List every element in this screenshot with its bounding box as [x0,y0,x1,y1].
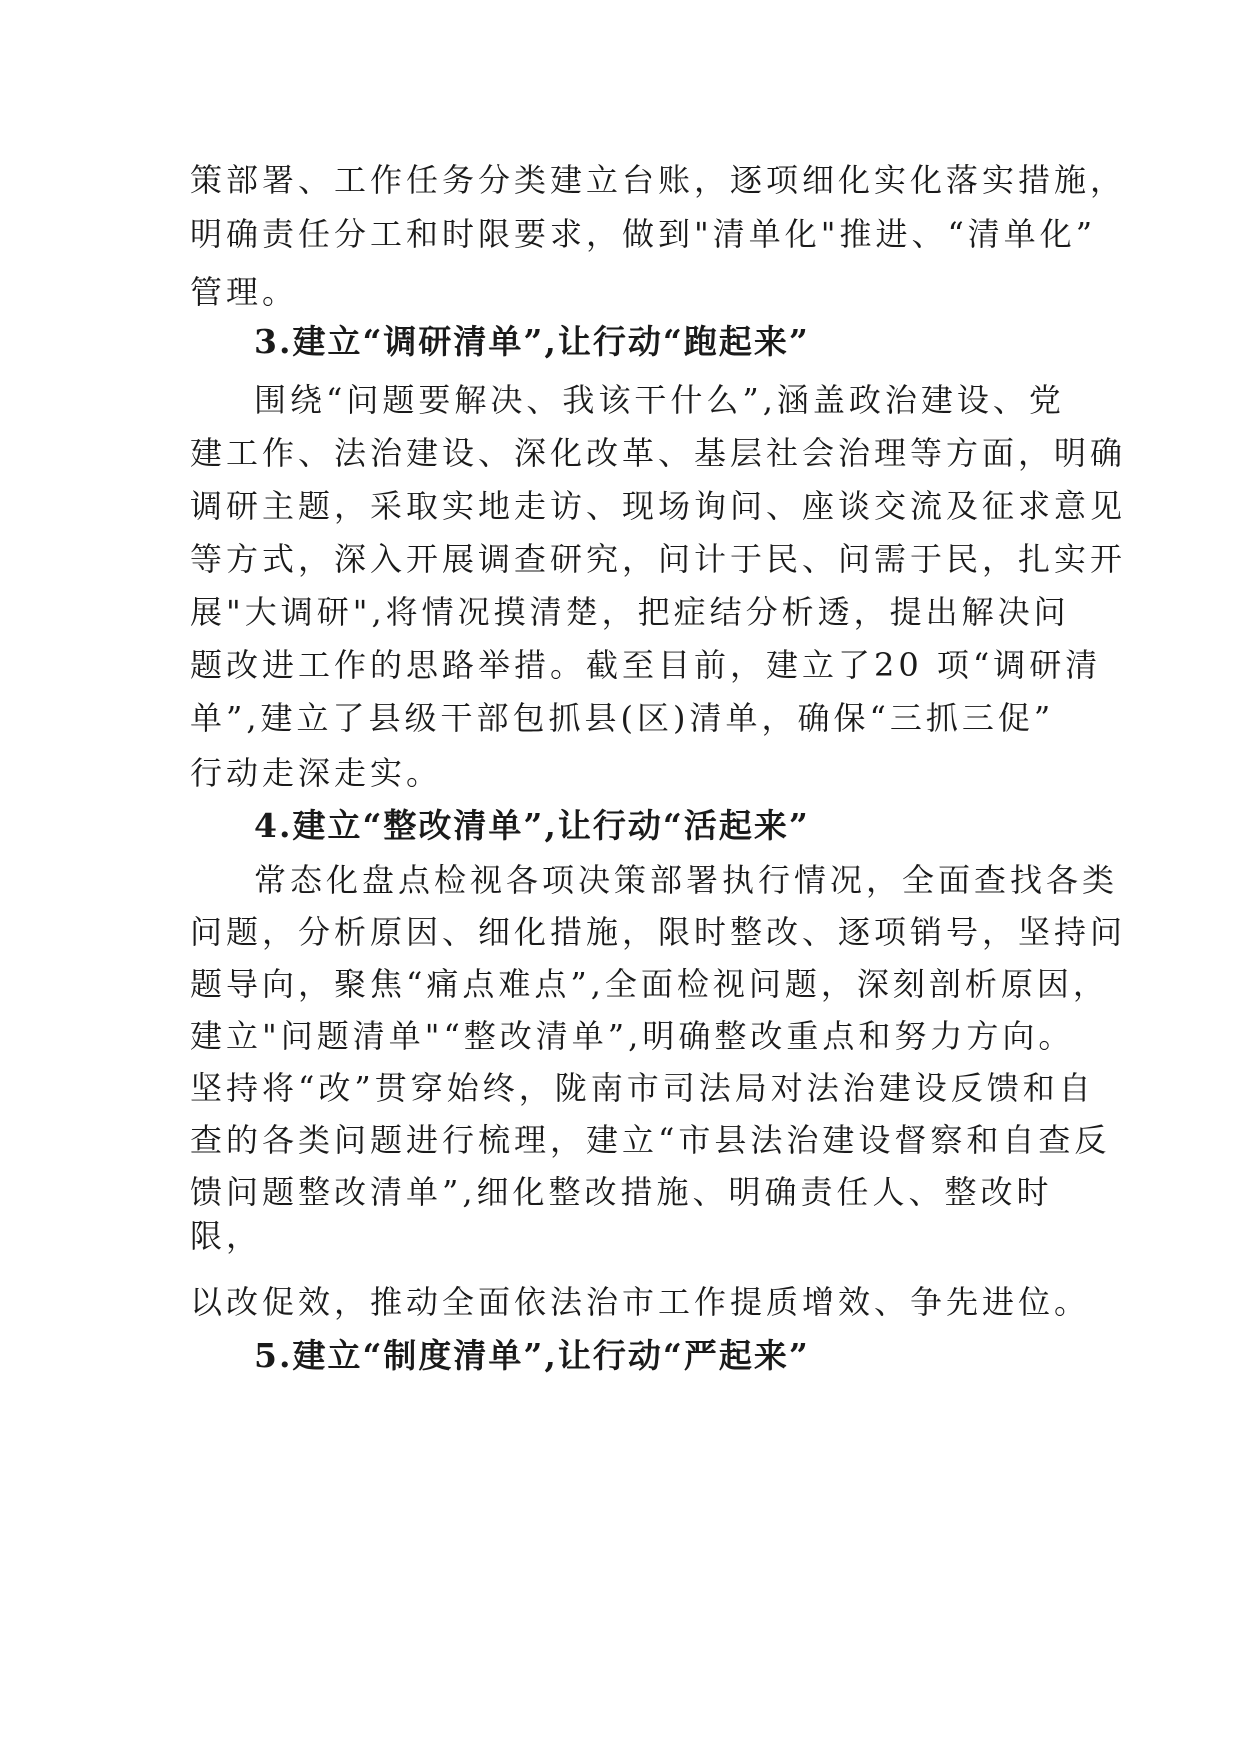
text-line: 单”,建立了县级干部包抓县(区)清单，确保“三抓三促” [190,699,1055,737]
text-line: 策部署、工作任务分类建立台账，逐项细化实化落实措施， [190,161,1127,199]
text-line: 查的各类问题进行梳理，建立“市县法治建设督察和自查反 [190,1121,1111,1159]
section-heading-4: 4.建立“整改清单”,让行动“活起来” [254,806,810,845]
text-line: 常态化盘点检视各项决策部署执行情况，全面查找各类 [254,861,1119,899]
text-line: 题导向，聚焦“痛点难点”,全面检视问题，深刻剖析原因， [190,965,1109,1003]
text-line: 调研主题，采取实地走访、现场询问、座谈交流及征求意见 [190,487,1127,525]
text-line: 馈问题整改清单”,细化整改措施、明确责任人、整改时 [190,1173,1053,1211]
text-line: 限， [190,1217,263,1255]
text-line: 行动走深走实。 [190,754,443,792]
text-line: 坚持将“改”贯穿始终，陇南市司法局对法治建设反馈和自 [190,1069,1095,1107]
text-line: 展"大调研",将情况摸清楚，把症结分析透，提出解决问 [190,593,1070,631]
text-line: 建工作、法治建设、深化改革、基层社会治理等方面，明确 [190,434,1127,472]
text-line: 围绕“问题要解决、我该干什么”,涵盖政治建设、党 [254,381,1065,419]
text-line: 题改进工作的思路举措。截至目前，建立了20 项“调研清 [190,646,1102,684]
text-line: 建立"问题清单"“整改清单”,明确整改重点和努力方向。 [190,1017,1075,1055]
text-line: 以改促效，推动全面依法治市工作提质增效、争先进位。 [190,1283,1091,1321]
text-line: 等方式，深入开展调查研究，问计于民、问需于民，扎实开 [190,540,1127,578]
text-line: 问题，分析原因、细化措施，限时整改、逐项销号，坚持问 [190,913,1127,951]
text-line: 管理。 [190,273,299,311]
section-heading-3: 3.建立“调研清单”,让行动“跑起来” [254,322,810,361]
section-heading-5: 5.建立“制度清单”,让行动“严起来” [254,1336,810,1375]
text-line: 明确责任分工和时限要求，做到"清单化"推进、“清单化” [190,215,1097,253]
